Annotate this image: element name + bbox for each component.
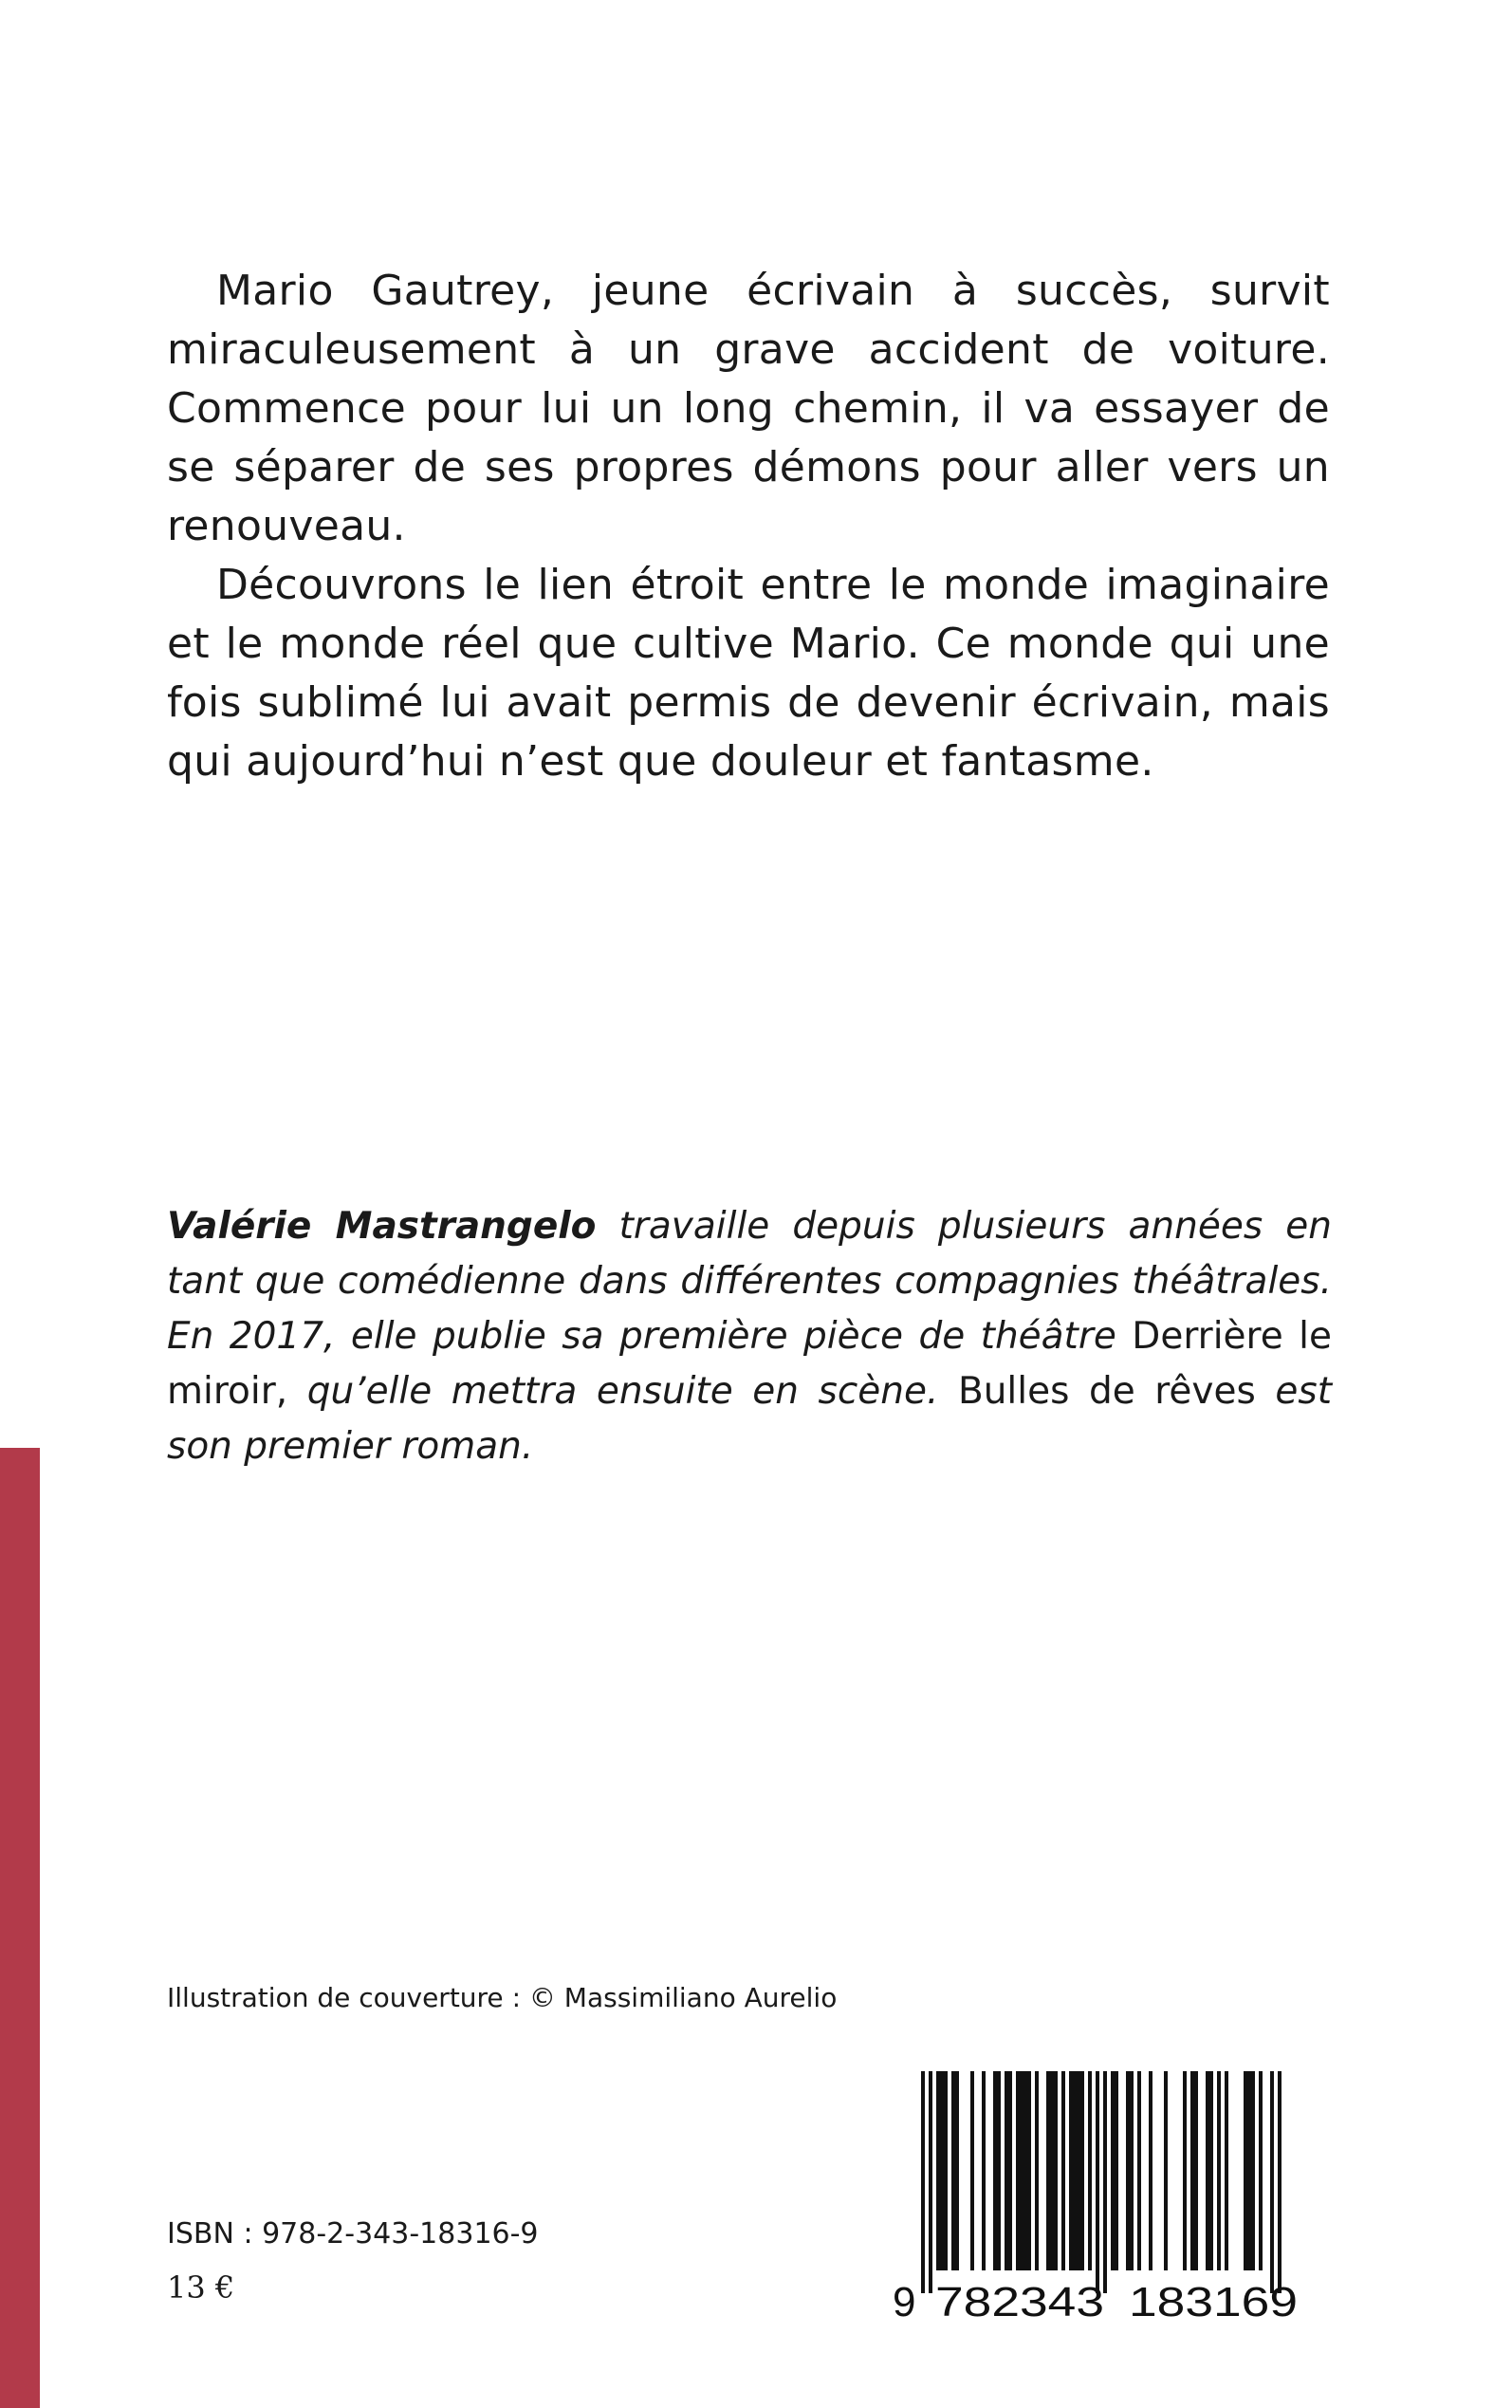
- barcode-bar: [1073, 2071, 1077, 2270]
- barcode-bar: [1137, 2071, 1141, 2270]
- barcode-bar: [1016, 2071, 1020, 2270]
- barcode-bar: [1183, 2071, 1187, 2270]
- barcode-bar: [1061, 2071, 1065, 2270]
- accent-strip: [0, 1448, 40, 2408]
- barcode-bar: [982, 2071, 986, 2270]
- barcode-bar: [1027, 2071, 1031, 2270]
- barcode-bar: [936, 2071, 940, 2270]
- book-title-2: Bulles de rêves: [938, 1370, 1256, 1413]
- barcode-bar: [940, 2071, 944, 2270]
- barcode-bar: [1050, 2071, 1054, 2270]
- barcode-bar: [1020, 2071, 1023, 2270]
- barcode-bars: [921, 2071, 1282, 2293]
- barcode-bar: [1190, 2071, 1194, 2270]
- author-bio-text-3: est son premier roman.: [167, 1370, 1332, 1468]
- barcode-bar: [1251, 2071, 1255, 2270]
- author-bio-paragraph: [167, 1199, 1332, 1474]
- barcode-bar: [1035, 2071, 1039, 2270]
- author-name: Valérie Mastrangelo: [167, 1205, 597, 1248]
- barcode-bar: [1259, 2071, 1263, 2270]
- barcode-bar: [1126, 2071, 1130, 2270]
- barcode-bar: [1005, 2071, 1008, 2270]
- barcode-bar: [1111, 2071, 1115, 2270]
- barcode-bar: [1103, 2071, 1107, 2293]
- barcode-bar: [1209, 2071, 1213, 2270]
- barcode-bar: [1270, 2071, 1274, 2293]
- barcode-bar: [1194, 2071, 1198, 2270]
- barcode-bar: [951, 2071, 955, 2270]
- book-title-1: Derrière le miroir,: [167, 1315, 1332, 1413]
- illustration-credit: Illustration de couverture : © Massimiliano Aurelio: [167, 1982, 838, 2013]
- barcode-bar: [1149, 2071, 1152, 2270]
- blurb-paragraph-1: Mario Gautrey, jeune écrivain à succès, survit miraculeusement à un grave accident de voiture. Commence pour lui un long chemin, il va essayer de se séparer de ses propres démons pour aller vers un renouveau.: [167, 267, 1330, 550]
- author-bio: [167, 1199, 1332, 1474]
- barcode-bar: [1206, 2071, 1209, 2270]
- barcode-digit-first: 9: [893, 2279, 916, 2324]
- barcode-bar: [1080, 2071, 1084, 2270]
- barcode-bar: [1023, 2071, 1027, 2270]
- barcode-bar: [1130, 2071, 1134, 2270]
- barcode: [889, 2067, 1335, 2324]
- barcode-bar: [997, 2071, 1001, 2270]
- barcode-bar: [1225, 2071, 1228, 2270]
- price: 13 €: [167, 2269, 235, 2306]
- barcode-bar: [970, 2071, 974, 2270]
- author-bio-text-1: travaille depuis plusieurs années en tant que comédienne dans différentes compagnies théâtrales. En 2017, elle publie sa première pièce de théâtre: [167, 1205, 1332, 1358]
- barcode-bar: [1244, 2071, 1247, 2270]
- blurb-paragraph-2: Découvrons le lien étroit entre le monde imaginaire et le monde réel que cultive Mario. Ce monde qui une fois sublimé lui avait permis de devenir écrivain, mais qui aujourd’hui n’est que douleur et fantasme.: [167, 561, 1330, 786]
- barcode-bar: [1069, 2071, 1073, 2270]
- barcode-bar: [1278, 2071, 1282, 2293]
- barcode-bar: [955, 2071, 959, 2270]
- barcode-digits-right: 183169: [1129, 2279, 1298, 2324]
- barcode-digits-left: 782343: [935, 2279, 1104, 2324]
- barcode-bar: [1088, 2071, 1092, 2270]
- barcode-bar: [993, 2071, 997, 2270]
- barcode-bar: [929, 2071, 932, 2293]
- barcode-bar: [1247, 2071, 1251, 2270]
- barcode-bar: [1046, 2071, 1050, 2270]
- isbn: ISBN : 978-2-343-18316-9: [167, 2217, 539, 2251]
- barcode-bar: [1096, 2071, 1099, 2293]
- back-cover-blurb: [167, 262, 1330, 791]
- author-bio-text-2: qu’elle mettra ensuite en scène.: [287, 1370, 939, 1413]
- barcode-bar: [1115, 2071, 1118, 2270]
- barcode-bar: [944, 2071, 948, 2270]
- barcode-bar: [1008, 2071, 1012, 2270]
- barcode-bar: [1077, 2071, 1080, 2270]
- barcode-bar: [1217, 2071, 1221, 2270]
- barcode-bar: [921, 2071, 925, 2293]
- barcode-bar: [1054, 2071, 1058, 2270]
- barcode-bar: [1164, 2071, 1168, 2270]
